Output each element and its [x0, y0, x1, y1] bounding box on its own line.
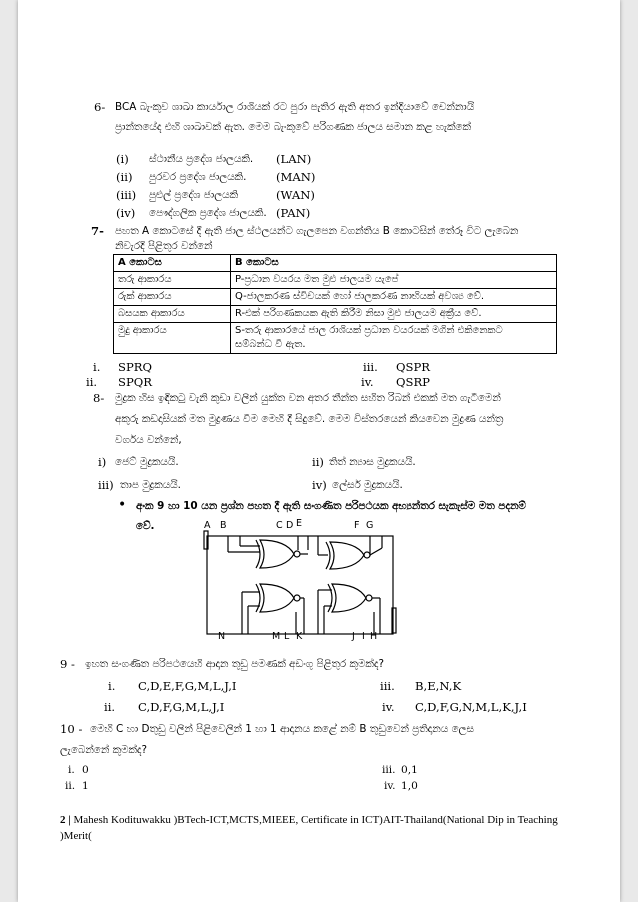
pin-label: N — [218, 631, 226, 642]
q7-text-line1: පහත A කොටසේ දී ඇති ජාල ස්ථලයන්ට ගැලපෙන වගන්තිය B කොටසින් තේරූ විට ලැබෙන — [115, 225, 519, 237]
q10-option-number: iii. — [382, 764, 396, 776]
q10-option-number: i. — [68, 764, 75, 776]
table-cell: රුක් ආකාරය — [114, 289, 231, 306]
q6-option-number: (ii) — [116, 170, 133, 184]
q6-option-text: ස්ථානීය ප්‍රදේශ ජාලයකි. — [149, 153, 254, 165]
q7-answer-number: i. — [93, 360, 101, 374]
q9-option-value: C,D,E,F,G,M,L,J,I — [138, 679, 237, 693]
nor-gate — [332, 584, 366, 612]
pin-label: E — [296, 518, 303, 529]
q6-option-abbr: (PAN) — [276, 206, 311, 220]
q6-text-line2: ප්‍රාන්තයේද එහි ශාඛාවක් ඇත. මෙම බැංකුවේ පරිගණක ජාලය සමාන කළ හැක්කේ — [115, 121, 471, 133]
bullet-icon: • — [118, 497, 127, 513]
q8-number: 8- — [93, 391, 105, 405]
table-row — [114, 289, 557, 306]
q9-option-value: C,D,F,G,N,M,L,K,J,I — [415, 700, 527, 714]
q8-option-number: ii) — [312, 455, 324, 469]
gate-bubble — [294, 595, 300, 601]
xor-curve — [256, 584, 260, 612]
q6-option-text: පුළුල් ප්‍රදේශ ජාලයකි — [149, 189, 239, 201]
table-header-cell: A කොටස — [114, 255, 231, 272]
q10-option-value: 1 — [82, 780, 89, 792]
q7-answer-value: SPRQ — [118, 360, 152, 374]
q6-option-number: (i) — [116, 152, 129, 166]
pin-label: L — [284, 631, 290, 642]
q7-answer-number: iii. — [363, 360, 378, 374]
q9-option-number: i. — [108, 679, 116, 693]
pin-label: B — [220, 520, 227, 531]
gate-output — [370, 548, 382, 555]
q10-text-line2: ලැබෙන්නේ කුමක්ද? — [60, 744, 148, 756]
pin-label: H — [370, 631, 378, 642]
q7-text-line2: නිවැරදි පිළිතුර වන්නේ — [115, 240, 213, 252]
q8-option-number: iii) — [98, 478, 114, 492]
q7-answer-value: SPQR — [118, 375, 152, 389]
q10-text-line1: මෙහි C හා Dතුඩු වලින් පිළිවෙලින් 1 හා 1 ආදානය කළේ නම් B තුඩුවෙන් ප්‍රතිදානය ලෙස — [90, 723, 474, 735]
author-credit: Mahesh Kodituwakku )BTech-ICT,MCTS,MIEEE, Certificate in ICT)AIT-Thailand(National Dip in Teaching )Merit( — [60, 814, 558, 842]
bullet-text-line2: වේ. — [136, 520, 155, 532]
table-header-row — [114, 255, 557, 272]
q6-option-text: පෞද්ගලික ප්‍රදේශ ජාලයකි. — [149, 207, 267, 219]
q8-text-line3: වර්ගය වන්නේ, — [115, 434, 182, 446]
table-cell: P-ප්‍රධාන වයරය මත මුළු ජාලයම යැපේ — [231, 272, 557, 289]
pin-label: I — [362, 631, 365, 642]
q9-option-number: iv. — [382, 700, 395, 714]
gate-bubble — [364, 552, 370, 558]
pin-label: J — [352, 631, 355, 642]
xor-curve — [256, 540, 260, 568]
q9-option-value: B,E,N,K — [415, 679, 462, 693]
q7-answer-value: QSRP — [396, 375, 430, 389]
q8-option-text: ජෙට් මුද්‍රකයයි. — [115, 456, 179, 468]
nor-gate — [330, 542, 364, 569]
q7-answer-value: QSPR — [396, 360, 430, 374]
table-cell-line: සම්බන්ධ වී ඇත. — [235, 339, 306, 350]
pin-label: K — [296, 631, 303, 642]
q10-option-number: ii. — [65, 780, 76, 792]
pin-label: M — [272, 631, 281, 642]
matching-table — [113, 254, 557, 354]
q6-option-number: (iv) — [116, 206, 136, 220]
q6-option-text: පුරවර ප්‍රදේශ ජාලයකි. — [149, 171, 247, 183]
q10-option-value: 1,0 — [401, 780, 418, 792]
q10-option-value: 0 — [82, 764, 89, 776]
logic-circuit-diagram — [198, 522, 408, 647]
page-footer — [60, 812, 580, 844]
document-page — [18, 0, 620, 902]
q10-option-number: iv. — [384, 780, 396, 792]
table-row — [114, 272, 557, 289]
ic-outline — [207, 536, 393, 634]
q9-option-number: iii. — [380, 679, 395, 693]
q8-option-text: තාප මුද්‍රකයයි. — [120, 479, 181, 491]
footer-separator: | — [68, 814, 71, 826]
pin-label: G — [366, 520, 374, 531]
table-cell: මුදු ආකාරය — [114, 323, 231, 354]
q8-text-line2: අකුරු කඩදාසියක් මත මුද්‍රණය වීම මෙහි දී සිදුවේ. මෙම විස්තරයෙන් කියවෙන මුද්‍රණ යන්ත්‍ර — [115, 413, 504, 425]
nor-gate — [260, 584, 294, 612]
page-number: 2 — [60, 814, 66, 826]
q7-answer-number: iv. — [361, 375, 374, 389]
q9-number: 9 - — [60, 657, 75, 671]
bullet-text-line1: අංක 9 හා 10 යන ප්‍රශ්න පහත දී ඇති සංගණිත පරිපථයක අභ්‍යන්තර සැකැස්ම මත පදනම් — [136, 500, 526, 512]
table-cell: Q-ජාලකරණ ස්විචයක් හෝ ජාලකරණ නාභියක් අවශ්‍ය වේ. — [231, 289, 557, 306]
pin-label: A — [204, 520, 211, 531]
q7-answer-number: ii. — [86, 375, 98, 389]
table-cell-line: S-තරු ආකාරයේ ජාල රාශියක් ප්‍රධාන වයරයක් මගින් එකිනෙකට — [235, 325, 503, 336]
q6-option-abbr: (LAN) — [276, 152, 312, 166]
table-cell — [231, 323, 557, 354]
pin-label: F — [354, 520, 360, 531]
pin-label: C — [276, 520, 283, 531]
q8-option-number: iv) — [312, 478, 327, 492]
q6-option-abbr: (MAN) — [276, 170, 316, 184]
xor-curve — [328, 584, 332, 612]
q6-text-line1: BCA බැංකුව ශාඛා කාර්යාල රාශියක් රට පුරා පැතිර ඇති අතර ඉන්දියාවේ චෙන්නායි — [115, 101, 475, 113]
q6-number: 6- — [94, 100, 106, 114]
table-row — [114, 306, 557, 323]
q8-option-text: තිත් න්‍යාස මුද්‍රකයයි. — [329, 456, 416, 468]
gate-bubble — [366, 595, 372, 601]
q6-option-number: (iii) — [116, 188, 137, 202]
q6-option-abbr: (WAN) — [276, 188, 315, 202]
q9-text: ඉහත සංගණිත පරිපථයෙහි ආදාන තුඩු පමණක් අඩංගු පිළිතුර කුමක්ද? — [85, 658, 384, 670]
q10-option-value: 0,1 — [401, 764, 418, 776]
q7-number: 7- — [91, 224, 104, 238]
table-cell: තරු ආකාරය — [114, 272, 231, 289]
q8-text-line1: මුද්‍රක හිස ඉඳිකටු වැනි කුඩා වලින් යුක්ත වන අතර තීන්ත සහිත රිබන් එකක් මත ගැටීමෙන් — [115, 392, 501, 404]
q8-option-number: i) — [98, 455, 107, 469]
nor-gate — [260, 540, 294, 568]
q10-number: 10 - — [60, 722, 83, 736]
gate-bubble — [294, 551, 300, 557]
q8-option-text: ලේසර් මුද්‍රකයයි. — [332, 479, 403, 491]
table-cell: R-එක් පරිගණකයක ඇති කිරීම නිසා මුළු ජාලයම අක්‍රීය වේ. — [231, 306, 557, 323]
table-cell: බසයක ආකාරය — [114, 306, 231, 323]
pin-label: D — [286, 520, 294, 531]
q9-option-value: C,D,F,G,M,L,J,I — [138, 700, 225, 714]
table-header-cell: B කොටස — [231, 255, 557, 272]
table-row — [114, 323, 557, 354]
q9-option-number: ii. — [104, 700, 116, 714]
